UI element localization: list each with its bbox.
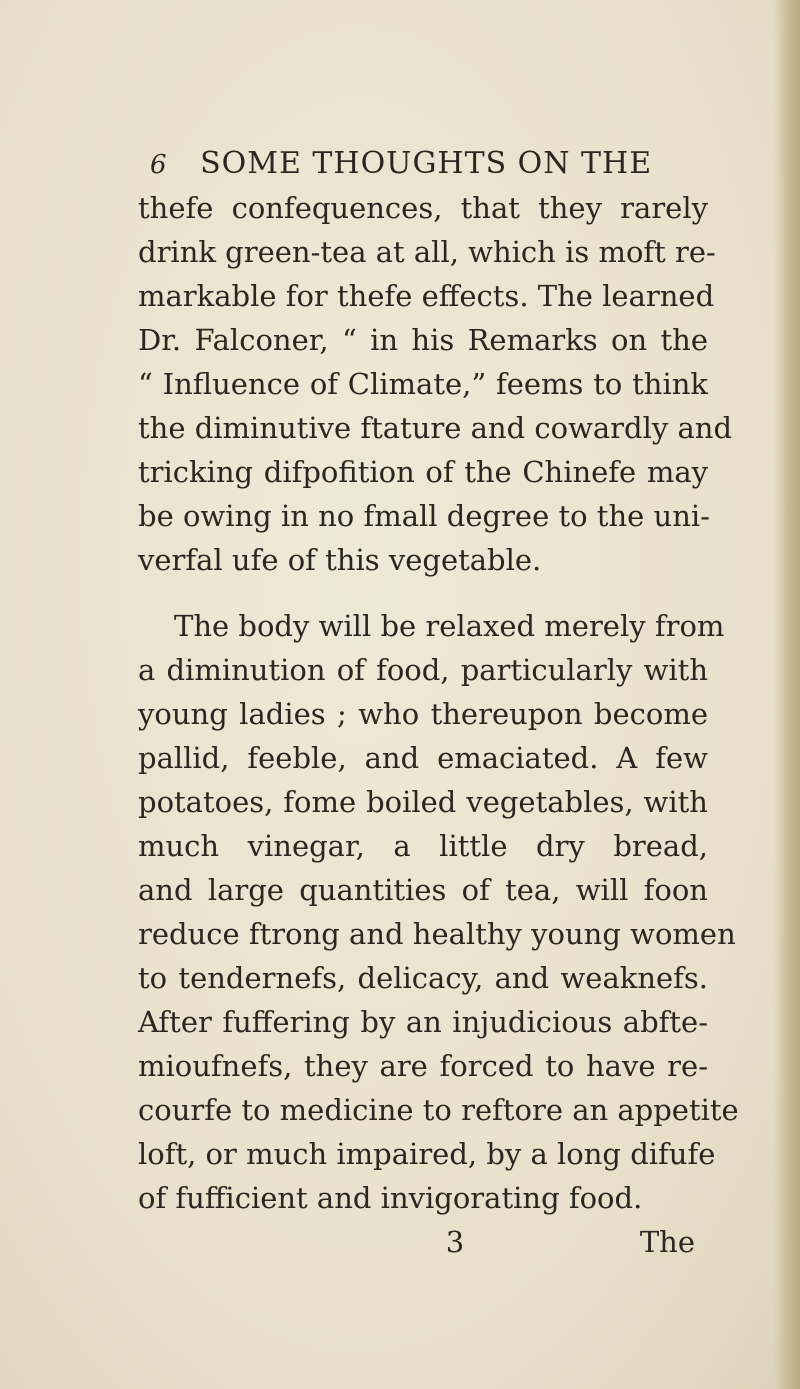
text-line: young ladies ; who thereupon become — [138, 697, 708, 731]
text-line: drink green-tea at all, which is moft re- — [138, 235, 716, 269]
text-line: pallid, feeble, and emaciated. A few — [138, 741, 708, 775]
catchword: The — [639, 1225, 695, 1259]
page-edge-shadow — [774, 0, 800, 1389]
text-line: much vinegar, a little dry bread, — [138, 829, 708, 863]
text-line: be owing in no fmall degree to the uni- — [138, 499, 710, 533]
text-line: Dr. Falconer, “ in his Remarks on the — [138, 323, 708, 357]
running-title: SOME THOUGHTS ON THE — [200, 146, 653, 181]
text-line: The body will be relaxed merely from — [174, 609, 725, 643]
text-line: loft, or much impaired, by a long difufe — [138, 1137, 716, 1171]
text-line: a diminution of food, particularly with — [138, 653, 708, 687]
text-line: potatoes, fome boiled vegetables, with — [138, 785, 708, 819]
text-line: the diminutive ftature and cowardly and — [138, 411, 733, 445]
text-line: tricking difpofition of the Chinefe may — [138, 455, 708, 489]
text-line: courfe to medicine to reftore an appetite — [138, 1093, 739, 1127]
signature-mark: 3 — [445, 1225, 465, 1259]
text-line: markable for thefe effects. The learned — [138, 279, 715, 313]
text-line: reduce ftrong and healthy young women — [138, 917, 736, 951]
text-line: verfal ufe of this vegetable. — [138, 543, 542, 577]
running-header — [150, 146, 690, 186]
text-line: to tendernefs, delicacy, and weaknefs. — [138, 961, 708, 995]
page-number: 6 — [150, 150, 168, 180]
text-line: thefe confequences, that they rarely — [138, 191, 708, 225]
text-line: mioufnefs, they are forced to have re- — [138, 1049, 708, 1083]
text-line: After fuffering by an injudicious abfte- — [138, 1005, 708, 1039]
text-line: and large quantities of tea, will foon — [138, 873, 708, 907]
text-line: “ Influence of Climate,” feems to think — [138, 367, 708, 401]
text-line: of fufficient and invigorating food. — [138, 1181, 643, 1215]
